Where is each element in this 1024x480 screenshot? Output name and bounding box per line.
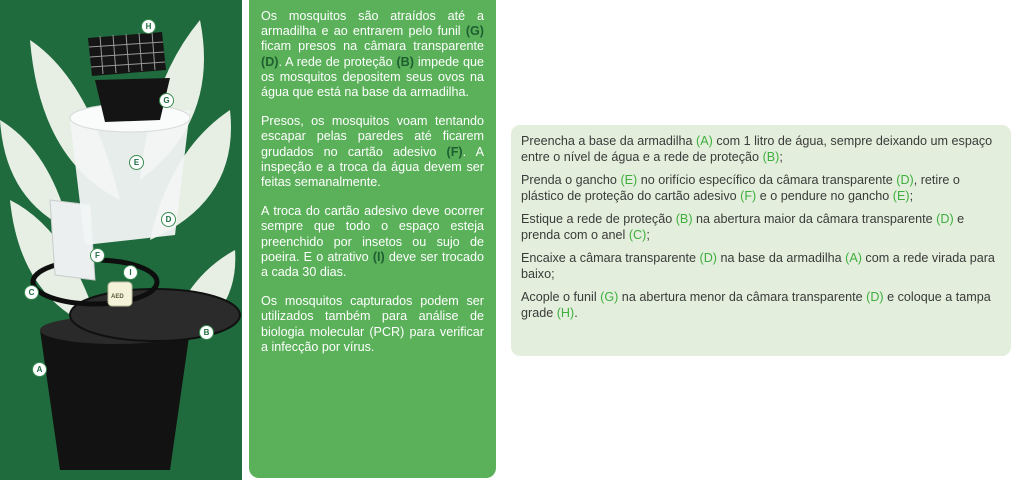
trap-base — [40, 330, 190, 470]
ref-a: (A) — [696, 134, 713, 148]
ref-b: (B) — [396, 54, 414, 69]
exploded-trap-drawing — [0, 0, 242, 480]
attractant-label: AED — [111, 294, 124, 300]
ref-d: (D) — [699, 251, 717, 265]
ref-c: (C) — [628, 228, 647, 242]
text: deve ser trocado a cada 30 dias. — [261, 249, 484, 280]
instruction-step-4 — [521, 250, 1001, 282]
info-paragraph-3 — [261, 204, 484, 280]
instruction-step-2 — [521, 172, 1001, 204]
trap-illustration — [0, 0, 242, 480]
text: A troca do cartão adesivo deve ocorrer sempre que todo o espaço esteja preenchido por insetos ou sujo de poeira. E o atrativo — [261, 204, 484, 264]
instructions-panel — [511, 125, 1011, 356]
text: Acople o funil — [521, 290, 601, 304]
text: . A rede de proteção — [278, 54, 397, 69]
text: e o pendure no gancho — [756, 189, 893, 203]
ref-g: (G) — [465, 24, 484, 39]
label-e: E — [129, 155, 144, 170]
ref-d: (D) — [261, 54, 279, 69]
label-g: G — [159, 93, 174, 108]
text: Os mosquitos são atraídos até a armadilha e ao entrarem pelo funil — [261, 9, 484, 39]
text: Presos, os mosquitos voam tentando escapar pelas paredes até ficarem grudados no cartão adesivo — [261, 114, 484, 159]
ref-h: (H) — [556, 306, 575, 320]
label-a: A — [32, 362, 47, 377]
label-c: C — [24, 285, 39, 300]
info-paragraph-1 — [261, 9, 484, 100]
text: impede que os mosquitos depositem seus ovos na água que está na base da armadilha. — [261, 54, 484, 100]
info-panel — [249, 0, 496, 478]
instruction-step-5 — [521, 289, 1001, 321]
ref-d: (D) — [866, 290, 884, 304]
text: na abertura menor da câmara transparente — [618, 290, 867, 304]
text: e prenda com o anel — [521, 212, 965, 242]
ref-b: (B) — [675, 212, 693, 226]
ref-f: (F) — [446, 144, 463, 159]
ref-d: (D) — [896, 173, 914, 187]
text: ficam presos na câmara transparente — [261, 39, 484, 54]
text: e coloque a tampa grade — [521, 290, 991, 320]
label-i: I — [123, 265, 138, 280]
text: Prenda o gancho — [521, 173, 621, 187]
text: no orifício específico da câmara transparente — [637, 173, 897, 187]
ref-g: (G) — [600, 290, 619, 304]
text: na base da armadilha — [717, 251, 846, 265]
instruction-step-1 — [521, 133, 1001, 165]
label-d: D — [161, 212, 176, 227]
ref-b: (B) — [762, 150, 780, 164]
text: Estique a rede de proteção — [521, 212, 676, 226]
info-paragraph-2 — [261, 114, 484, 190]
text: ; — [646, 228, 650, 242]
text: ; — [779, 150, 783, 164]
text: , retire o plástico de proteção do cartão adesivo — [521, 173, 960, 203]
instruction-step-3 — [521, 211, 1001, 243]
text: na abertura maior da câmara transparente — [692, 212, 937, 226]
text: com 1 litro de água, sempre deixando um espaço entre o nível de água e a rede de proteção — [521, 134, 993, 164]
ref-d: (D) — [936, 212, 954, 226]
text: ; — [909, 189, 914, 203]
label-b: B — [199, 325, 214, 340]
ref-e: (E) — [620, 173, 638, 187]
ref-i: (I) — [372, 249, 385, 264]
label-f: F — [90, 248, 105, 263]
ref-e: (E) — [892, 189, 910, 203]
text: . — [574, 306, 578, 320]
label-h: H — [141, 19, 156, 34]
info-paragraph-4: Os mosquitos capturados podem ser utilizados também para análise de biologia molecular (PCR) para verificar a infecção por vírus. — [261, 294, 484, 354]
text: Encaixe a câmara transparente — [521, 251, 700, 265]
text: . A inspeção e a troca da água devem ser feitas semanalmente. — [261, 144, 484, 190]
ref-f: (F) — [740, 189, 757, 203]
text: Preencha a base da armadilha — [521, 134, 697, 148]
text: com a rede virada para baixo; — [521, 251, 995, 281]
protection-net — [70, 289, 240, 341]
ref-a: (A) — [845, 251, 862, 265]
